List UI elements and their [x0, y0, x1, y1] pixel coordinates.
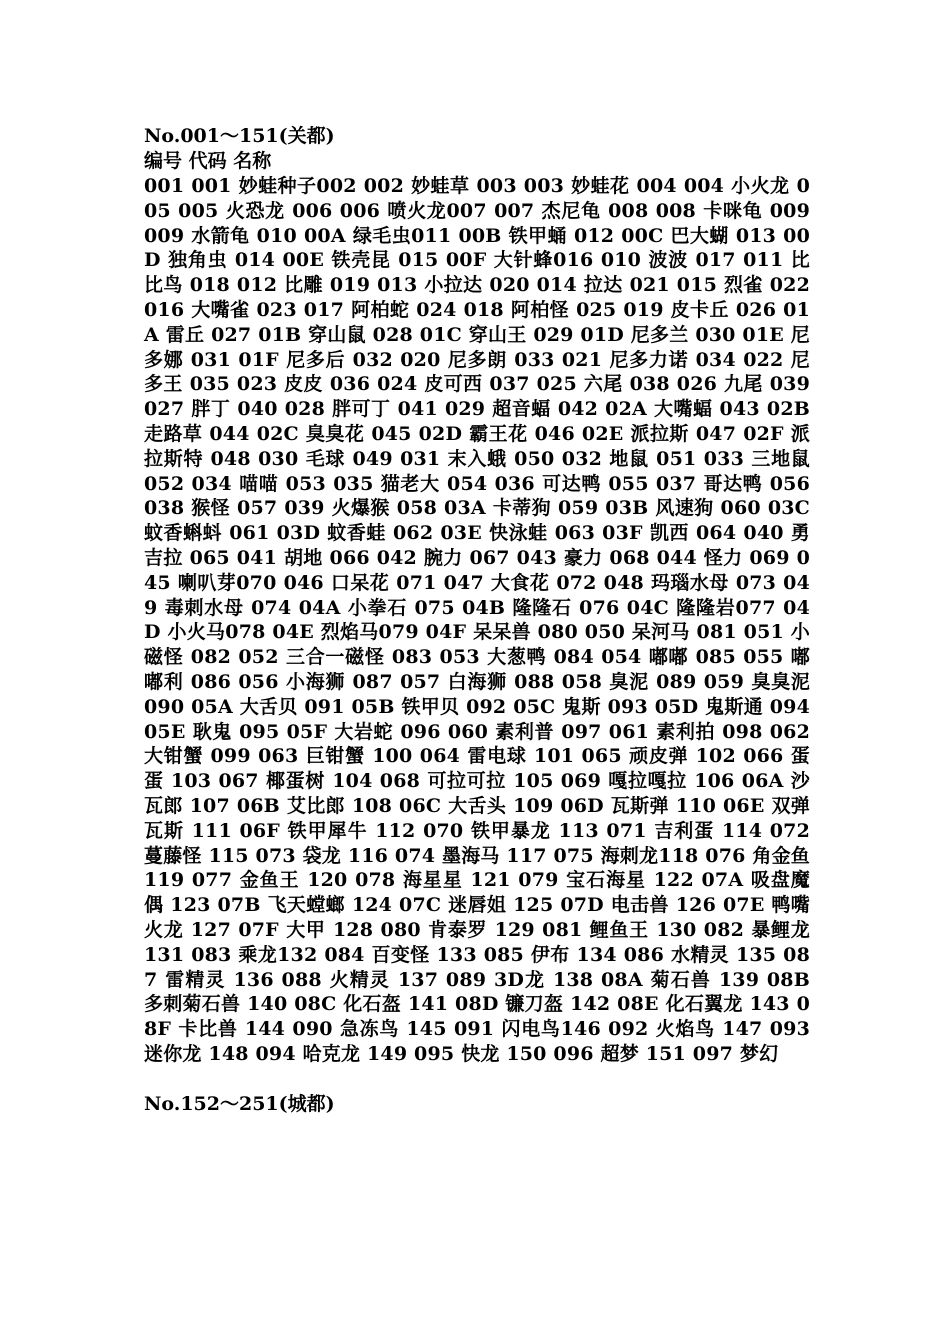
section-spacer [144, 1067, 810, 1092]
pokemon-list-kanto: 001 001 妙蛙种子002 002 妙蛙草 003 003 妙蛙花 004 004 小火龙 005 005 火恐龙 006 006 喷火龙007 007 杰尼龟 008 008 卡咪龟 009 009 水箭龟 010 00A 绿毛虫011 00B 铁甲蛹 012 00C 巴大蝴 013 00D 独角虫 014 00E 铁壳昆 015 00F 大针蜂016 010 波波 017 011 比比鸟 018 012 比雕 019 013 小拉达 020 014 拉达 021 015 烈雀 022 016 大嘴雀 023 017 阿柏蛇 024 018 阿柏怪 025 019 皮卡丘 026 01A 雷丘 027 01B 穿山鼠 028 01C 穿山王 029 01D 尼多兰 030 01E 尼多娜 031 01F 尼多后 032 020 尼多朗 033 021 尼多力诺 034 022 尼多王 035 023 皮皮 036 024 皮可西 037 025 六尾 038 026 九尾 039 027 胖丁 040 028 胖可丁 041 029 超音蝠 042 02A 大嘴蝠 043 02B 走路草 044 02C 臭臭花 045 02D 霸王花 046 02E 派拉斯 047 02F 派拉斯特 048 030 毛球 049 031 末入蛾 050 032 地鼠 051 033 三地鼠 052 034 喵喵 053 035 猫老大 054 036 可达鸭 055 037 哥达鸭 056 038 猴怪 057 039 火爆猴 058 03A 卡蒂狗 059 03B 风速狗 060 03C 蚊香蝌蚪 061 03D 蚊香蛙 062 03E 快泳蛙 063 03F 凯西 064 040 勇吉拉 065 041 胡地 066 042 腕力 067 043 豪力 068 044 怪力 069 045 喇叭芽070 046 口呆花 071 047 大食花 072 048 玛瑙水母 073 049 毒刺水母 074 04A 小拳石 075 04B 隆隆石 076 04C 隆隆岩077 04D 小火马078 04E 烈焰马079 04F 呆呆兽 080 050 呆河马 081 051 小磁怪 082 052 三合一磁怪 083 053 大葱鸭 084 054 嘟嘟 085 055 嘟嘟利 086 056 小海狮 087 057 白海狮 088 058 臭泥 089 059 臭臭泥 090 05A 大舌贝 091 05B 铁甲贝 092 05C 鬼斯 093 05D 鬼斯通 094 05E 耿鬼 095 05F 大岩蛇 096 060 素利普 097 061 素利拍 098 062 大钳蟹 099 063 巨钳蟹 100 064 雷电球 101 065 顽皮弹 102 066 蛋蛋 103 067 椰蛋树 104 068 可拉可拉 105 069 嘎拉嘎拉 106 06A 沙瓦郎 107 06B 艾比郎 108 06C 大舌头 109 06D 瓦斯弹 110 06E 双弹瓦斯 111 06F 铁甲犀牛 112 070 铁甲暴龙 113 071 吉利蛋 114 072 蔓藤怪 115 073 袋龙 116 074 墨海马 117 075 海刺龙118 076 角金鱼 119 077 金鱼王 120 078 海星星 121 079 宝石海星 122 07A 吸盘魔偶 123 07B 飞天螳螂 124 07C 迷唇姐 125 07D 电击兽 126 07E 鸭嘴火龙 127 07F 大甲 128 080 肯泰罗 129 081 鲤鱼王 130 082 暴鲤龙 131 083 乘龙132 084 百变怪 133 085 伊布 134 086 水精灵 135 087 雷精灵 136 088 火精灵 137 089 3D龙 138 08A 菊石兽 139 08B 多刺菊石兽 140 08C 化石盔 141 08D 镰刀盔 142 08E 化石翼龙 143 08F 卡比兽 144 090 急冻鸟 145 091 闪电鸟146 092 火焰鸟 147 093 迷你龙 148 094 哈克龙 149 095 快龙 150 096 超梦 151 097 梦幻 [144, 175, 810, 1065]
column-header: 编号 代码 名称 [144, 150, 272, 172]
section-title-johto: No.152～251(城都) [144, 1092, 335, 1115]
section-title-kanto: No.001～151(关都) [144, 125, 335, 147]
document-page [144, 124, 810, 1117]
